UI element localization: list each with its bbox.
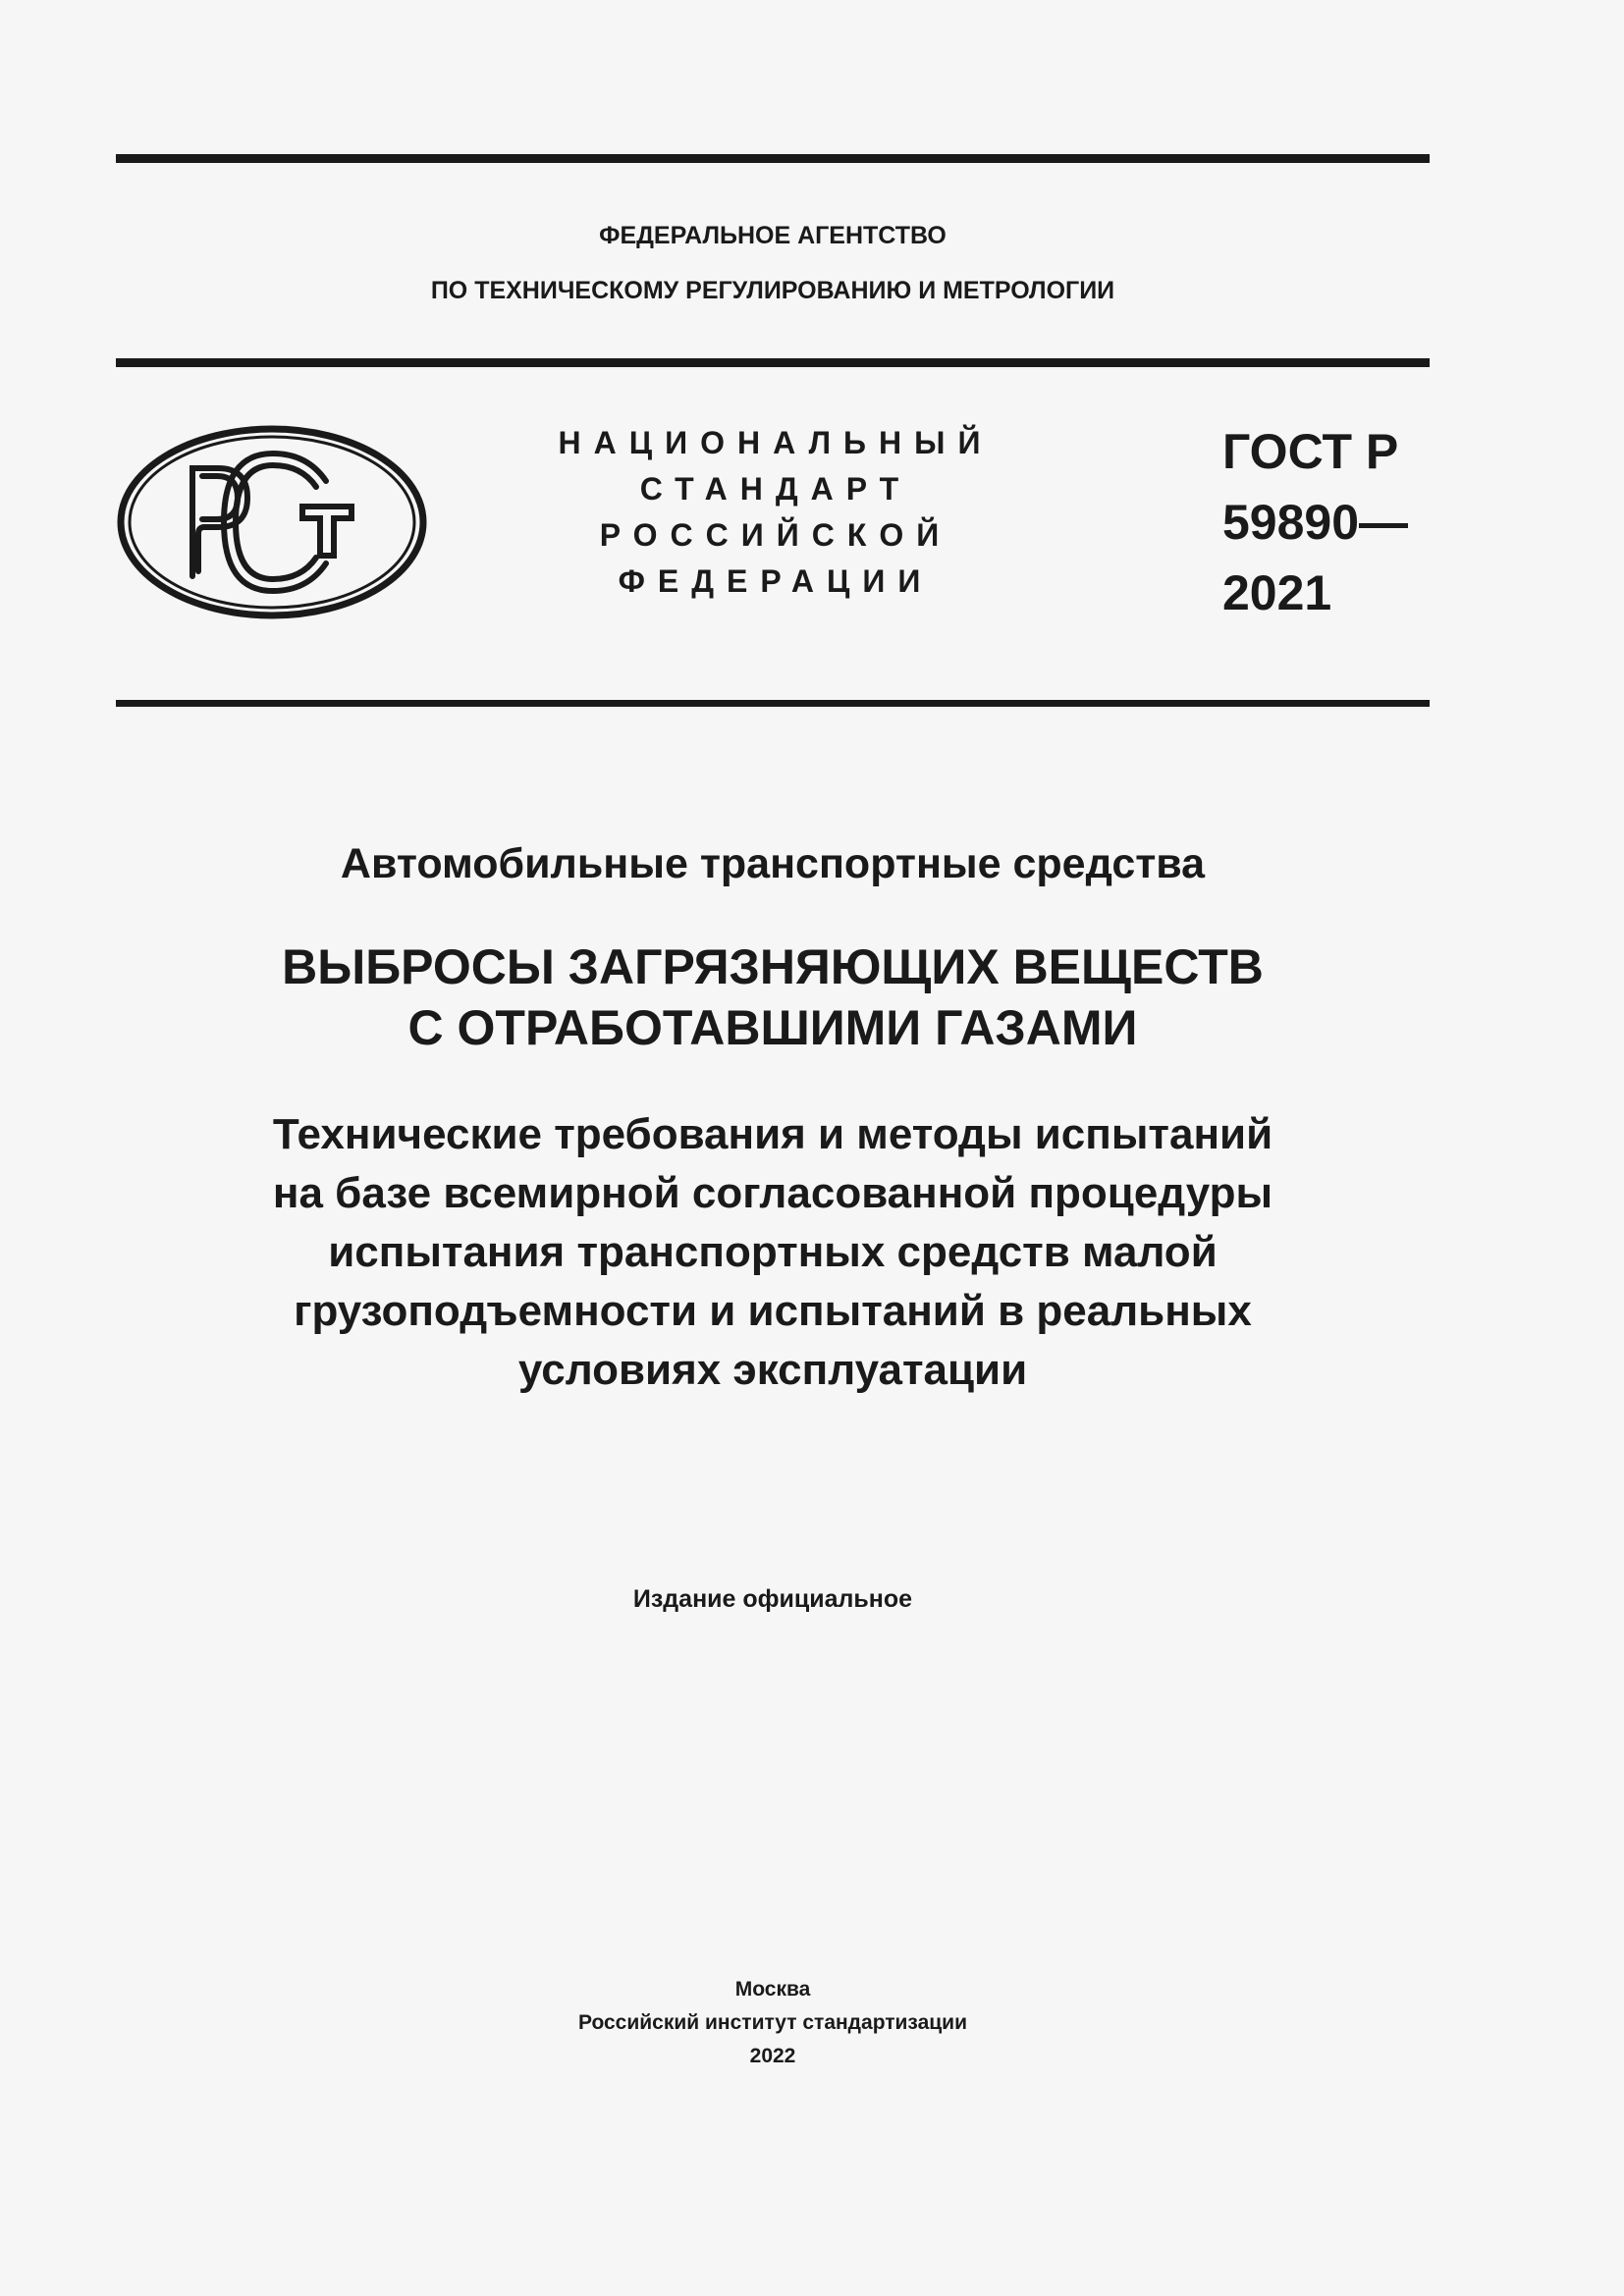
title-line-2: С ОТРАБОТАВШИМИ ГАЗАМИ bbox=[407, 1000, 1138, 1055]
imprint-publisher: Российский институт стандартизации bbox=[577, 2011, 968, 2034]
rst-certification-logo-icon bbox=[116, 424, 428, 620]
agency-line-2: ПО ТЕХНИЧЕСКОМУ РЕГУЛИРОВАНИЮ И МЕТРОЛОГИИ bbox=[430, 277, 1115, 304]
standard-type-line-2: СТАНДАРТ bbox=[639, 471, 912, 507]
standard-type-line-4: ФЕДЕРАЦИИ bbox=[618, 563, 934, 599]
document-subtitle bbox=[116, 1105, 1430, 1400]
designation-line-3: 2021 bbox=[1222, 565, 1332, 620]
header-bottom-rule bbox=[116, 700, 1430, 707]
subject-heading: Автомобильные транспортные средства bbox=[340, 840, 1206, 887]
header-rule bbox=[116, 358, 1430, 367]
edition-label: Издание официальное bbox=[632, 1585, 913, 1613]
standard-designation bbox=[1222, 416, 1408, 628]
subtitle-line-4: грузоподъемности и испытаний в реальных bbox=[294, 1287, 1252, 1335]
title-line-1: ВЫБРОСЫ ЗАГРЯЗНЯЮЩИХ ВЕЩЕСТВ bbox=[282, 939, 1264, 994]
document-title bbox=[116, 936, 1430, 1058]
imprint-city: Москва bbox=[734, 1978, 811, 2001]
subtitle-line-5: условиях эксплуатации bbox=[517, 1346, 1028, 1394]
designation-line-1: ГОСТ Р bbox=[1222, 424, 1399, 479]
subtitle-line-2: на базе всемирной согласованной процедуры bbox=[272, 1169, 1273, 1217]
agency-line-1: ФЕДЕРАЛЬНОЕ АГЕНТСТВО bbox=[599, 222, 947, 249]
subtitle-line-1: Технические требования и методы испытаний bbox=[272, 1110, 1273, 1158]
top-rule bbox=[116, 154, 1430, 163]
designation-line-2: 59890— bbox=[1222, 495, 1409, 550]
imprint-year: 2022 bbox=[749, 2045, 796, 2067]
subtitle-line-3: испытания транспортных средств малой bbox=[328, 1228, 1218, 1276]
standard-type bbox=[530, 420, 1021, 605]
imprint bbox=[116, 1973, 1430, 2073]
standard-type-line-3: РОССИЙСКОЙ bbox=[599, 517, 952, 553]
standard-type-line-1: НАЦИОНАЛЬНЫЙ bbox=[558, 425, 994, 460]
